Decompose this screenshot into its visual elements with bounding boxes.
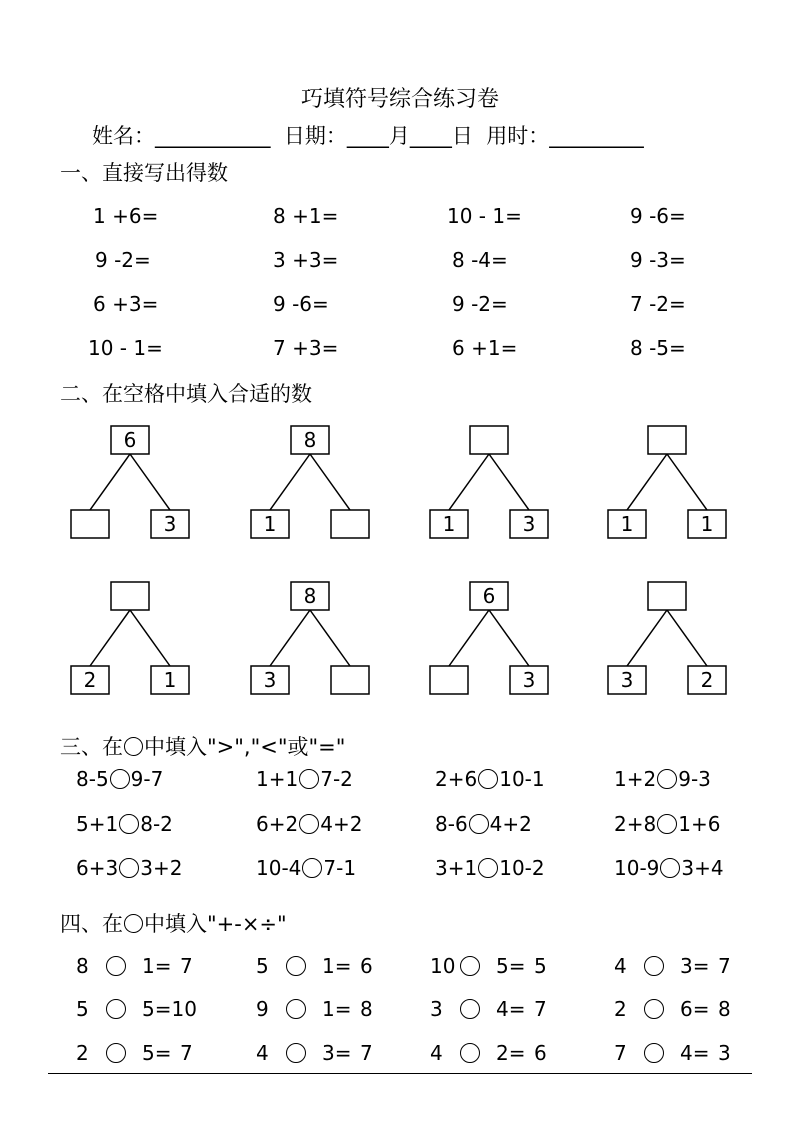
operand-b: 5= xyxy=(496,954,526,978)
operator-item xyxy=(76,954,193,978)
operand-b: 2= xyxy=(496,1041,526,1065)
answer-circle[interactable] xyxy=(299,814,319,834)
result: 8 xyxy=(360,997,373,1021)
equation: 9 -2= xyxy=(452,292,508,316)
branch-line xyxy=(489,454,529,510)
section2-heading: 二、在空格中填入合适的数 xyxy=(60,382,312,406)
top-box[interactable] xyxy=(470,426,508,454)
compare-item xyxy=(76,856,182,880)
compare-right: 3+2 xyxy=(140,856,183,880)
left-value: 1 xyxy=(442,512,456,536)
compare-left: 1+2 xyxy=(614,767,657,791)
result: 6 xyxy=(360,954,373,978)
operator-item xyxy=(430,1041,547,1065)
result: 5 xyxy=(534,954,547,978)
equation: 8 +1= xyxy=(273,204,339,228)
answer-circle[interactable] xyxy=(644,999,664,1019)
compare-right: 8-2 xyxy=(140,812,173,836)
result: 7 xyxy=(534,997,547,1021)
left-value: 1 xyxy=(263,512,277,536)
compare-right: 9-7 xyxy=(130,767,164,791)
top-value: 8 xyxy=(303,584,317,608)
operator-item xyxy=(430,997,547,1021)
operand-b: 5= xyxy=(142,1041,172,1065)
operator-item xyxy=(256,997,373,1021)
circle-icon xyxy=(124,914,143,933)
answer-circle[interactable] xyxy=(657,769,677,789)
right-value: 3 xyxy=(522,512,536,536)
operand-b: 6= xyxy=(680,997,710,1021)
compare-item xyxy=(76,767,163,791)
right-box[interactable] xyxy=(331,510,369,538)
branch-line xyxy=(270,454,310,510)
compare-item xyxy=(256,812,362,836)
equation: 7 -2= xyxy=(630,292,686,316)
answer-circle[interactable] xyxy=(286,956,306,976)
compare-item xyxy=(76,812,173,836)
operand-a: 2 xyxy=(76,1041,89,1065)
answer-circle[interactable] xyxy=(110,769,130,789)
answer-circle[interactable] xyxy=(106,956,126,976)
equation: 9 -6= xyxy=(273,292,329,316)
right-value: 1 xyxy=(700,512,714,536)
branch-line xyxy=(130,454,170,510)
operand-b: 3= xyxy=(680,954,710,978)
compare-left: 2+8 xyxy=(614,812,657,836)
operand-a: 9 xyxy=(256,997,269,1021)
operator-item xyxy=(256,1041,373,1065)
answer-circle[interactable] xyxy=(660,858,680,878)
operand-b: 4= xyxy=(680,1041,710,1065)
answer-circle[interactable] xyxy=(286,999,306,1019)
equation: 8 -5= xyxy=(630,336,686,360)
section3-heading-suffix: 中填入">","<"或"=" xyxy=(144,735,346,759)
operator-item xyxy=(76,1041,193,1065)
branch-line xyxy=(449,454,489,510)
operator-item xyxy=(614,954,731,978)
answer-circle[interactable] xyxy=(460,956,480,976)
compare-left: 10-9 xyxy=(614,856,660,880)
right-value: 3 xyxy=(163,512,177,536)
compare-right: 10-1 xyxy=(499,767,545,791)
left-value: 1 xyxy=(620,512,634,536)
compare-right: 1+6 xyxy=(678,812,721,836)
operand-a: 5 xyxy=(76,997,89,1021)
operand-b: 5=10 xyxy=(142,997,197,1021)
equation: 9 -3= xyxy=(630,248,686,272)
operand-a: 7 xyxy=(614,1041,627,1065)
equation: 6 +1= xyxy=(452,336,518,360)
compare-left: 8-6 xyxy=(435,812,468,836)
compare-right: 3+4 xyxy=(681,856,724,880)
answer-circle[interactable] xyxy=(478,769,498,789)
result: 7 xyxy=(360,1041,373,1065)
left-box[interactable] xyxy=(71,510,109,538)
operator-item xyxy=(430,954,547,978)
section4-heading-suffix: 中填入"+-×÷" xyxy=(144,912,287,936)
branch-line xyxy=(130,610,170,666)
answer-circle[interactable] xyxy=(119,814,139,834)
answer-circle[interactable] xyxy=(106,1043,126,1063)
top-value: 6 xyxy=(123,428,137,452)
compare-right: 9-3 xyxy=(678,767,711,791)
operator-item xyxy=(614,1041,731,1065)
result: 7 xyxy=(718,954,731,978)
compare-left: 3+1 xyxy=(435,856,478,880)
answer-circle[interactable] xyxy=(119,858,139,878)
answer-circle[interactable] xyxy=(106,999,126,1019)
compare-right: 7-1 xyxy=(323,856,357,880)
operand-b: 3= xyxy=(322,1041,352,1065)
answer-circle[interactable] xyxy=(299,769,319,789)
section3-heading xyxy=(60,731,345,761)
compare-left: 1+1 xyxy=(256,767,299,791)
left-value: 3 xyxy=(263,668,277,692)
operand-a: 4 xyxy=(256,1041,269,1065)
compare-item xyxy=(256,856,356,880)
operand-a: 4 xyxy=(430,1041,443,1065)
result: 3 xyxy=(718,1041,731,1065)
answer-circle[interactable] xyxy=(657,814,677,834)
equation: 10 - 1= xyxy=(447,204,522,228)
top-box[interactable] xyxy=(648,426,686,454)
compare-right: 10-2 xyxy=(499,856,545,880)
equation: 9 -6= xyxy=(630,204,686,228)
answer-circle[interactable] xyxy=(302,858,322,878)
left-box[interactable] xyxy=(430,666,468,694)
compare-item xyxy=(614,767,711,791)
answer-circle[interactable] xyxy=(460,1043,480,1063)
operand-b: 4= xyxy=(496,997,526,1021)
compare-left: 2+6 xyxy=(435,767,478,791)
operand-a: 3 xyxy=(430,997,443,1021)
compare-item xyxy=(614,812,720,836)
top-value: 8 xyxy=(303,428,317,452)
operand-b: 1= xyxy=(142,954,172,978)
bottom-divider xyxy=(48,1073,752,1074)
result: 6 xyxy=(534,1041,547,1065)
top-box[interactable] xyxy=(648,582,686,610)
equation: 8 -4= xyxy=(452,248,508,272)
branch-line xyxy=(90,454,130,510)
equation: 9 -2= xyxy=(95,248,151,272)
page-title: 巧填符号综合练习卷 xyxy=(300,87,499,112)
answer-circle[interactable] xyxy=(478,858,498,878)
branch-line xyxy=(270,610,310,666)
operand-b: 1= xyxy=(322,954,352,978)
section4-heading xyxy=(60,908,287,938)
result: 7 xyxy=(180,954,193,978)
right-box[interactable] xyxy=(331,666,369,694)
answer-circle[interactable] xyxy=(469,814,489,834)
branch-line xyxy=(667,610,707,666)
operator-item xyxy=(256,954,373,978)
compare-item xyxy=(614,856,724,880)
top-box[interactable] xyxy=(111,582,149,610)
branch-line xyxy=(627,610,667,666)
compare-left: 10-4 xyxy=(256,856,302,880)
right-value: 2 xyxy=(700,668,714,692)
operand-a: 10 xyxy=(430,954,456,978)
section1-heading: 一、直接写出得数 xyxy=(60,161,228,185)
compare-item xyxy=(435,812,532,836)
compare-left: 6+2 xyxy=(256,812,299,836)
left-value: 2 xyxy=(83,668,97,692)
branch-line xyxy=(667,454,707,510)
compare-left: 6+3 xyxy=(76,856,119,880)
result: 8 xyxy=(718,997,731,1021)
section4-heading-prefix: 四、在 xyxy=(60,912,123,936)
equation: 6 +3= xyxy=(93,292,159,316)
operator-item xyxy=(614,997,731,1021)
answer-circle[interactable] xyxy=(644,1043,664,1063)
operand-b: 1= xyxy=(322,997,352,1021)
right-value: 3 xyxy=(522,668,536,692)
section3-heading-prefix: 三、在 xyxy=(60,735,123,759)
equation: 1 +6= xyxy=(93,204,159,228)
info-line: 姓名：___________ 日期：____月____日 用时：_________ xyxy=(92,124,644,148)
compare-item xyxy=(256,767,353,791)
compare-right: 7-2 xyxy=(320,767,353,791)
branch-line xyxy=(90,610,130,666)
equation: 7 +3= xyxy=(273,336,339,360)
answer-circle[interactable] xyxy=(644,956,664,976)
operand-a: 5 xyxy=(256,954,269,978)
operand-a: 4 xyxy=(614,954,627,978)
answer-circle[interactable] xyxy=(460,999,480,1019)
right-value: 1 xyxy=(163,668,177,692)
operand-a: 8 xyxy=(76,954,89,978)
top-value: 6 xyxy=(482,584,496,608)
compare-right: 4+2 xyxy=(320,812,363,836)
branch-line xyxy=(310,454,350,510)
operand-a: 2 xyxy=(614,997,627,1021)
branch-line xyxy=(310,610,350,666)
branch-line xyxy=(449,610,489,666)
equation: 3 +3= xyxy=(273,248,339,272)
compare-right: 4+2 xyxy=(489,812,532,836)
left-value: 3 xyxy=(620,668,634,692)
compare-left: 8-5 xyxy=(76,767,109,791)
compare-item xyxy=(435,856,545,880)
equation: 10 - 1= xyxy=(88,336,163,360)
branch-line xyxy=(489,610,529,666)
branch-line xyxy=(627,454,667,510)
circle-icon xyxy=(124,737,143,756)
operator-item xyxy=(76,997,197,1021)
answer-circle[interactable] xyxy=(286,1043,306,1063)
result: 7 xyxy=(180,1041,193,1065)
compare-left: 5+1 xyxy=(76,812,119,836)
compare-item xyxy=(435,767,545,791)
